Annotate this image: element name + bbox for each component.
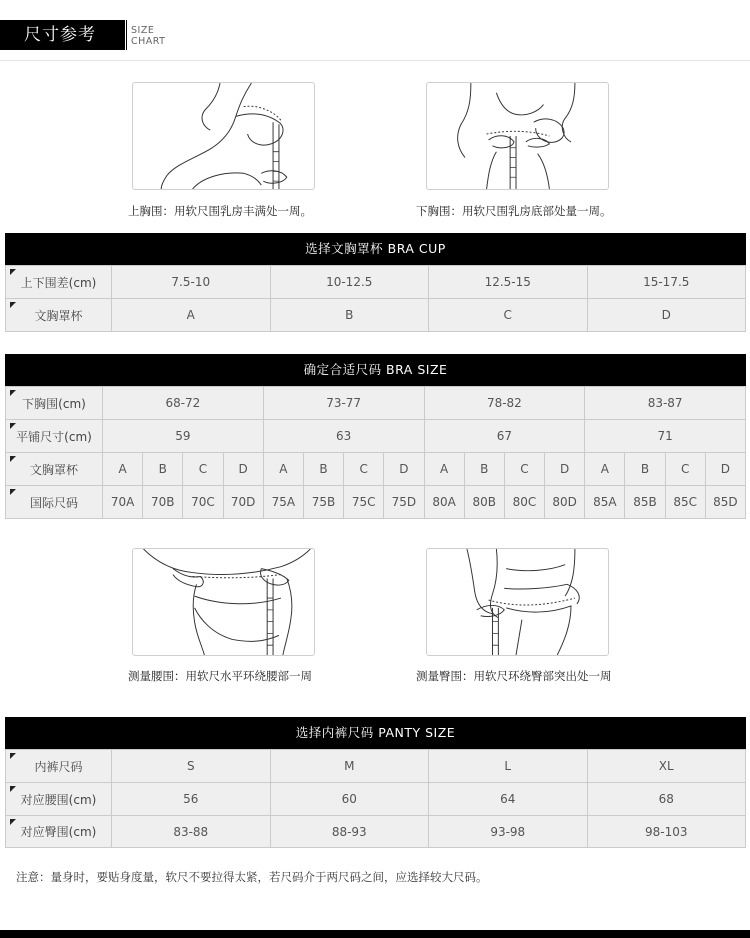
table-cell: C <box>665 453 705 486</box>
table-cell: B <box>270 299 429 332</box>
table-cell: C <box>504 453 544 486</box>
table-cell: 15-17.5 <box>587 266 746 299</box>
row-label: 国际尺码 <box>6 486 103 519</box>
table-cell: C <box>344 453 384 486</box>
table-row <box>6 387 746 420</box>
panty-size-title: 选择内裤尺码 PANTY SIZE <box>5 717 746 749</box>
row-label: 文胸罩杯 <box>6 299 112 332</box>
footer-bar <box>0 930 750 938</box>
table-row <box>6 453 746 486</box>
table-cell: 71 <box>585 420 746 453</box>
panty-size-table <box>5 749 746 848</box>
upper-bust-caption: 上胸围：用软尺围乳房丰满处一周。 <box>128 204 312 218</box>
table-row <box>6 486 746 519</box>
table-row <box>6 420 746 453</box>
table-cell: D <box>223 453 263 486</box>
table-cell: 7.5-10 <box>112 266 271 299</box>
table-cell: C <box>429 299 588 332</box>
table-cell: 75D <box>384 486 424 519</box>
upper-bust-illustration <box>132 82 315 190</box>
table-cell: 85B <box>625 486 665 519</box>
table-cell: A <box>103 453 143 486</box>
table-cell: 88-93 <box>270 816 429 848</box>
table-cell: 59 <box>103 420 264 453</box>
row-label: 对应腰围(cm) <box>6 783 112 816</box>
table-cell: 64 <box>429 783 588 816</box>
table-cell: XL <box>587 750 746 783</box>
table-cell: L <box>429 750 588 783</box>
table-cell: 12.5-15 <box>429 266 588 299</box>
bra-cup-table <box>5 265 746 332</box>
row-label: 内裤尺码 <box>6 750 112 783</box>
table-cell: 70C <box>183 486 223 519</box>
subtitle-line-1: SIZE <box>131 25 155 36</box>
table-cell: M <box>270 750 429 783</box>
table-cell: 73-77 <box>263 387 424 420</box>
subtitle-line-2: CHART <box>131 36 166 47</box>
table-cell: A <box>585 453 625 486</box>
table-cell: 67 <box>424 420 585 453</box>
table-cell: 80B <box>464 486 504 519</box>
table-row <box>6 299 746 332</box>
table-cell: 75A <box>263 486 303 519</box>
table-cell: 80C <box>504 486 544 519</box>
table-row <box>6 816 746 848</box>
hip-illustration <box>426 548 609 656</box>
table-cell: B <box>303 453 343 486</box>
page-subtitle <box>131 25 166 47</box>
table-row <box>6 750 746 783</box>
table-cell: 80A <box>424 486 464 519</box>
header-divider <box>126 20 127 50</box>
table-cell: S <box>112 750 271 783</box>
table-cell: A <box>424 453 464 486</box>
header-rule <box>0 60 750 61</box>
table-cell: 63 <box>263 420 424 453</box>
table-cell: 10-12.5 <box>270 266 429 299</box>
table-cell: 70D <box>223 486 263 519</box>
page-title: 尺寸参考 <box>0 20 125 50</box>
table-cell: 75C <box>344 486 384 519</box>
table-cell: 85C <box>665 486 705 519</box>
table-cell: 85A <box>585 486 625 519</box>
table-cell: B <box>464 453 504 486</box>
table-cell: 56 <box>112 783 271 816</box>
table-cell: 85D <box>705 486 745 519</box>
table-cell: 83-87 <box>585 387 746 420</box>
table-cell: 70A <box>103 486 143 519</box>
row-label: 下胸围(cm) <box>6 387 103 420</box>
table-cell: B <box>143 453 183 486</box>
table-cell: 75B <box>303 486 343 519</box>
bra-size-title: 确定合适尺码 BRA SIZE <box>5 354 746 386</box>
table-cell: 68-72 <box>103 387 264 420</box>
row-label: 对应臀围(cm) <box>6 816 112 848</box>
row-label: 文胸罩杯 <box>6 453 103 486</box>
table-cell: A <box>263 453 303 486</box>
table-cell: 78-82 <box>424 387 585 420</box>
waist-illustration <box>132 548 315 656</box>
waist-caption: 测量腰围：用软尺水平环绕腰部一周 <box>128 669 312 683</box>
table-cell: C <box>183 453 223 486</box>
table-cell: A <box>112 299 271 332</box>
table-cell: 93-98 <box>429 816 588 848</box>
size-note: 注意：量身时，要贴身度量，软尺不要拉得太紧，若尺码介于两尺码之间，应选择较大尺码。 <box>16 870 488 884</box>
table-row <box>6 783 746 816</box>
table-cell: D <box>384 453 424 486</box>
table-cell: 70B <box>143 486 183 519</box>
bra-cup-title: 选择文胸罩杯 BRA CUP <box>5 233 746 265</box>
under-bust-caption: 下胸围：用软尺围乳房底部处量一周。 <box>416 204 612 218</box>
table-cell: 60 <box>270 783 429 816</box>
table-cell: D <box>545 453 585 486</box>
row-label: 平铺尺寸(cm) <box>6 420 103 453</box>
row-label: 上下围差(cm) <box>6 266 112 299</box>
bra-size-table <box>5 386 746 519</box>
table-cell: D <box>705 453 745 486</box>
table-cell: 83-88 <box>112 816 271 848</box>
under-bust-illustration <box>426 82 609 190</box>
table-cell: 98-103 <box>587 816 746 848</box>
table-cell: 68 <box>587 783 746 816</box>
page-header <box>0 20 750 60</box>
table-cell: B <box>625 453 665 486</box>
hip-caption: 测量臀围：用软尺环绕臀部突出处一周 <box>416 669 612 683</box>
table-cell: 80D <box>545 486 585 519</box>
table-row <box>6 266 746 299</box>
table-cell: D <box>587 299 746 332</box>
